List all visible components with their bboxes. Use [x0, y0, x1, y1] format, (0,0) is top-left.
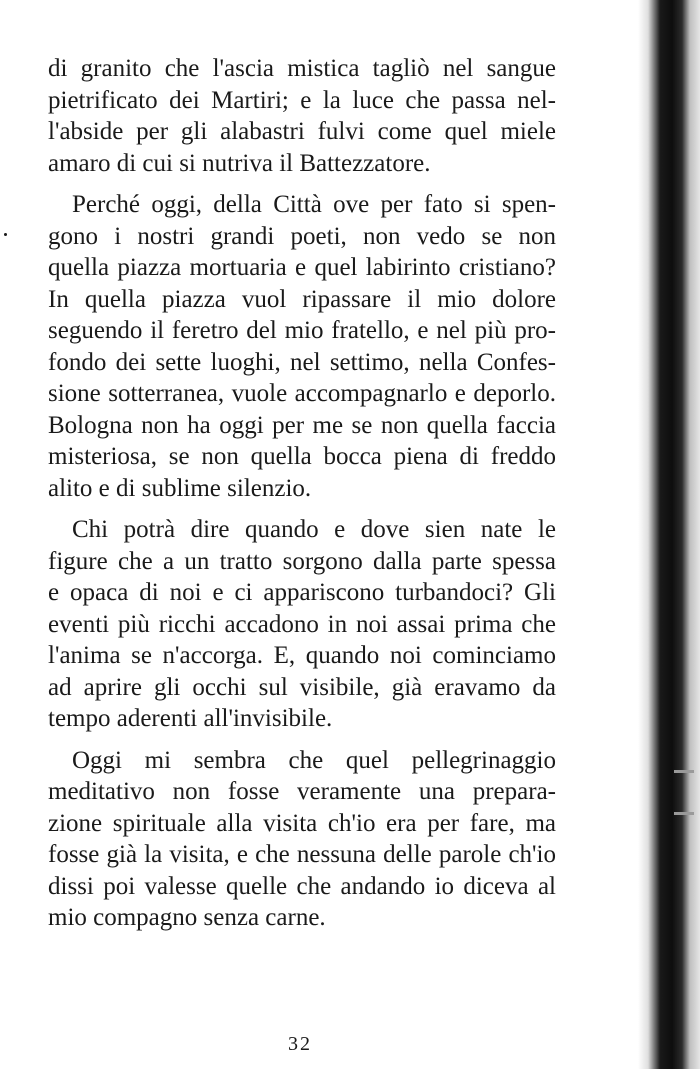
text-line: amaro di cui si nutriva il Battezzatore. — [48, 149, 431, 177]
text-line: tempo aderenti all'invisibile. — [48, 705, 333, 732]
text-line: In quella piazza vuol ripassare il mio dolore — [48, 285, 556, 313]
text-line: Chi potrà dire quando e dove sien nate le — [72, 516, 556, 543]
text-line: meditativo non fosse veramente una prepara- — [48, 778, 556, 805]
text-line: Oggi mi sembra che quel pellegrinaggio — [72, 746, 556, 774]
text-line: quella piazza mortuaria e quel labirinto cristiano? — [48, 254, 556, 281]
text-line: e opaca di noi e ci appariscono turbandoci? Gli — [48, 579, 556, 606]
text-line: pietrificato dei Martiri; e la luce che passa nel- — [48, 86, 556, 114]
binding-speck — [674, 770, 694, 773]
text-line: l'anima se n'accorga. E, quando noi cominciamo — [48, 642, 556, 669]
text-line: alito e di sublime silenzio. — [48, 474, 312, 502]
body-text — [48, 53, 556, 944]
text-line: misteriosa, se non quella bocca piena di freddo — [48, 443, 556, 470]
paragraph — [48, 514, 556, 735]
paragraph — [48, 189, 556, 504]
paragraph — [48, 745, 556, 934]
book-binding-shadow — [638, 0, 700, 1069]
text-line: Bologna non ha oggi per me se non quella faccia — [48, 411, 556, 439]
text-line: mio compagno senza carne. — [48, 904, 326, 931]
text-line: dissi poi valesse quelle che andando io diceva al — [48, 872, 556, 900]
text-line: eventi più ricchi accadono in noi assai prima che — [48, 610, 556, 638]
text-line: zione spirituale alla visita ch'io era per fare, ma — [48, 809, 556, 837]
text-line: figure che a un tratto sorgono dalla parte spessa — [48, 547, 556, 575]
text-line: ad aprire gli occhi sul visibile, già eravamo da — [48, 673, 556, 701]
text-line: seguendo il feretro del mio fratello, e nel più pro- — [48, 317, 556, 344]
text-line: fondo dei sette luoghi, nel settimo, nella Confes- — [48, 348, 556, 376]
text-line: fosse già la visita, e che nessuna delle parole ch'io — [48, 841, 556, 868]
text-line: di granito che l'ascia mistica tagliò nel sangue — [48, 55, 556, 82]
text-line: l'abside per gli alabastri fulvi come quel miele — [48, 118, 556, 145]
page-number: 32 — [288, 1033, 312, 1055]
text-line: sione sotterranea, vuole accompagnarlo e deporlo. — [48, 380, 556, 407]
paragraph — [48, 53, 556, 179]
text-line: gono i nostri grandi poeti, non vedo se non — [48, 222, 556, 250]
binding-speck — [674, 812, 694, 815]
margin-speck — [4, 233, 7, 236]
text-line: Perché oggi, della Città ove per fato si spen- — [72, 191, 556, 218]
